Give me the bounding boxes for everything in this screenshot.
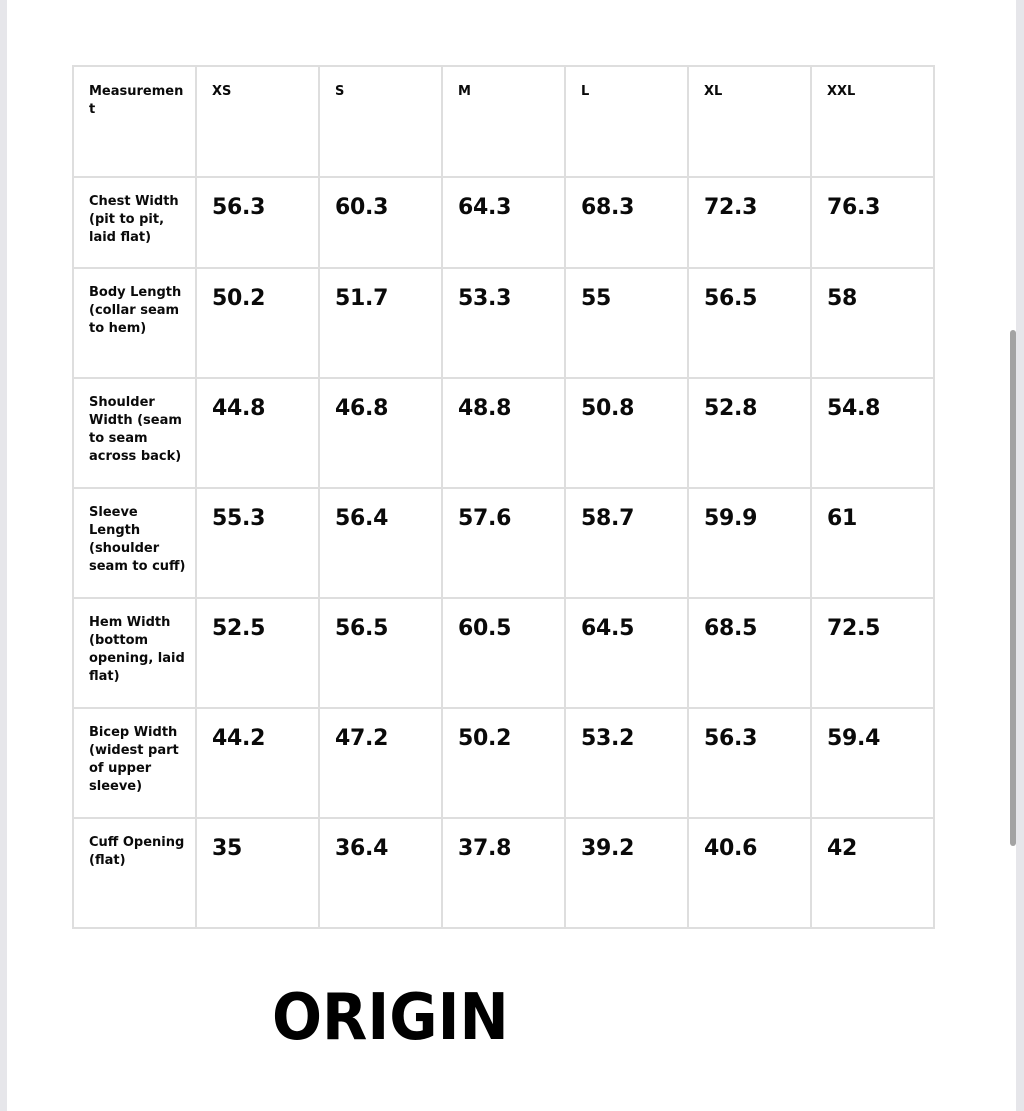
header-size-m: M (442, 66, 565, 177)
cell-xs: 56.3 (196, 177, 319, 268)
cell-s: 47.2 (319, 708, 442, 818)
cell-xxl: 54.8 (811, 378, 934, 488)
cell-xs: 44.2 (196, 708, 319, 818)
cell-xl: 40.6 (688, 818, 811, 928)
cell-xs: 55.3 (196, 488, 319, 598)
table-row-hem-width (73, 598, 934, 708)
cell-xl: 68.5 (688, 598, 811, 708)
brand-wordmark: ORIGIN (272, 981, 509, 1055)
cell-m: 48.8 (442, 378, 565, 488)
table-row-sleeve-length (73, 488, 934, 598)
table-row-cuff-opening (73, 818, 934, 928)
cell-xl: 52.8 (688, 378, 811, 488)
cell-xxl: 58 (811, 268, 934, 378)
row-label: Hem Width (bottom opening, laid flat) (73, 598, 196, 708)
table-header-row (73, 66, 934, 177)
header-size-s: S (319, 66, 442, 177)
cell-xxl: 61 (811, 488, 934, 598)
row-label: Bicep Width (widest part of upper sleeve) (73, 708, 196, 818)
cell-xs: 50.2 (196, 268, 319, 378)
cell-xl: 56.3 (688, 708, 811, 818)
cell-l: 64.5 (565, 598, 688, 708)
header-size-xs: XS (196, 66, 319, 177)
row-label: Chest Width (pit to pit, laid flat) (73, 177, 196, 268)
cell-s: 56.4 (319, 488, 442, 598)
cell-xxl: 42 (811, 818, 934, 928)
cell-l: 50.8 (565, 378, 688, 488)
cell-xs: 44.8 (196, 378, 319, 488)
row-label: Body Length (collar seam to hem) (73, 268, 196, 378)
row-label: Cuff Opening (flat) (73, 818, 196, 928)
vertical-scrollbar-thumb[interactable] (1010, 330, 1016, 846)
cell-xl: 72.3 (688, 177, 811, 268)
row-label: Sleeve Length (shoulder seam to cuff) (73, 488, 196, 598)
cell-m: 53.3 (442, 268, 565, 378)
cell-l: 39.2 (565, 818, 688, 928)
table-row-body-length (73, 268, 934, 378)
cell-s: 46.8 (319, 378, 442, 488)
cell-m: 57.6 (442, 488, 565, 598)
left-edge-strip (0, 0, 7, 1111)
cell-l: 55 (565, 268, 688, 378)
table-row-shoulder-width (73, 378, 934, 488)
cell-l: 53.2 (565, 708, 688, 818)
cell-xxl: 59.4 (811, 708, 934, 818)
cell-xxl: 72.5 (811, 598, 934, 708)
cell-m: 64.3 (442, 177, 565, 268)
cell-m: 37.8 (442, 818, 565, 928)
cell-s: 36.4 (319, 818, 442, 928)
cell-s: 56.5 (319, 598, 442, 708)
table-row-chest-width (73, 177, 934, 268)
cell-s: 60.3 (319, 177, 442, 268)
cell-xl: 59.9 (688, 488, 811, 598)
cell-l: 68.3 (565, 177, 688, 268)
cell-xs: 52.5 (196, 598, 319, 708)
table-row-bicep-width (73, 708, 934, 818)
size-chart-table (72, 65, 935, 929)
cell-m: 50.2 (442, 708, 565, 818)
cell-xl: 56.5 (688, 268, 811, 378)
header-size-l: L (565, 66, 688, 177)
cell-xs: 35 (196, 818, 319, 928)
header-size-xl: XL (688, 66, 811, 177)
cell-xxl: 76.3 (811, 177, 934, 268)
cell-l: 58.7 (565, 488, 688, 598)
header-size-xxl: XXL (811, 66, 934, 177)
header-measurement: Measurement (73, 66, 196, 177)
row-label: Shoulder Width (seam to seam across back) (73, 378, 196, 488)
right-edge-strip (1016, 0, 1024, 1111)
cell-m: 60.5 (442, 598, 565, 708)
cell-s: 51.7 (319, 268, 442, 378)
